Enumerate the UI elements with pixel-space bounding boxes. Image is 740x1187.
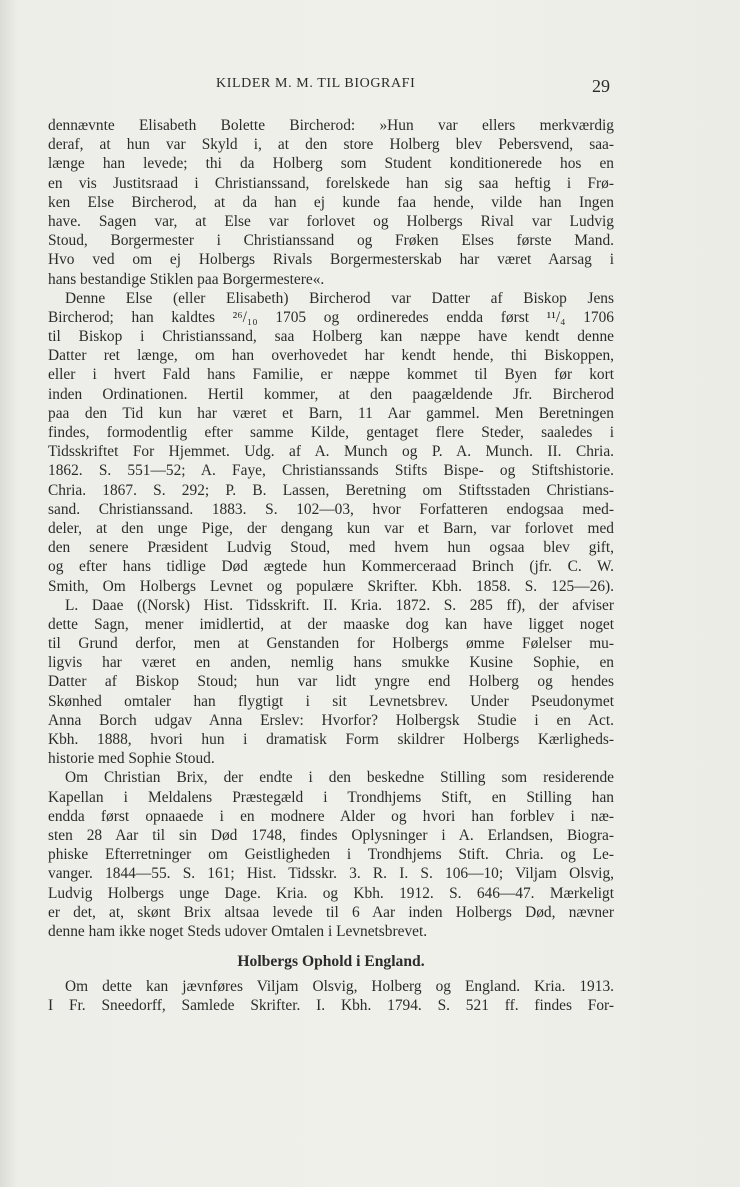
- text-line: Datter af Biskop Stoud; hun var lidt yngre end Holberg og hendes: [48, 673, 614, 691]
- text-line: dennævnte Elisabeth Bolette Bircherod: »Hun var ellers merkværdig: [48, 117, 614, 134]
- text-line: paa den Tid kun har været et Barn, 11 Aar gammel. Men Beretningen: [48, 404, 614, 422]
- text-line: Denne Else (eller Elisabeth) Bircherod var Datter af Biskop Jens: [65, 289, 614, 307]
- text-line: Bircherod; han kaldtes ²⁶/₁₀ 1705 og ordineredes endda først ¹¹/₄ 1706: [48, 308, 614, 326]
- text-line: Skønhed omtaler han flygtigt i sit Levnetsbrev. Under Pseudonymet: [48, 692, 614, 710]
- text-line: Om dette kan jævnføres Viljam Olsvig, Holberg og England. Kria. 1913.: [65, 978, 614, 996]
- text-line: længe han levede; thi da Holberg som Student konditionerede hos en: [48, 155, 614, 173]
- text-line: 1862. S. 551—52; A. Faye, Christianssands Stifts Bispe- og Stiftshistorie.: [48, 462, 614, 480]
- text-line: Chria. 1867. S. 292; P. B. Lassen, Beretning om Stiftsstaden Christians-: [48, 481, 614, 499]
- text-line: Anna Borch udgav Anna Erslev: Hvorfor? Holbergsk Studie i en Act.: [48, 711, 614, 729]
- text-line: historie med Sophie Stoud.: [48, 750, 215, 768]
- text-line: findes, formodentlig efter samme Kilde, gentaget flere Steder, saaledes i: [48, 424, 614, 441]
- text-line: Kbh. 1888, hvori hun i dramatisk Form skildrer Holbergs Kærligheds-: [48, 731, 614, 748]
- text-line: dette Sagn, mener imidlertid, at der maaske dog kan have ligget noget: [48, 615, 614, 633]
- text-line: eller i hvert Fald hans Familie, er næppe kommet til Byen før kort: [48, 366, 614, 384]
- text-line: Datter ret længe, om han overhovedet har kendt hende, thi Biskoppen,: [48, 347, 614, 365]
- section-heading: Holbergs Ophold i England.: [237, 953, 425, 971]
- text-line: en vis Justitsraad i Christianssand, forelskede han sig saa heftig i Frø-: [48, 174, 614, 192]
- paragraph-1: [48, 116, 614, 289]
- text-line: I Fr. Sneedorff, Samlede Skrifter. I. Kbh. 1794. S. 521 ff. findes For-: [48, 997, 614, 1015]
- text-line: deraf, at hun var Skyld i, at den store Holberg blev Pebersvend, saa-: [48, 136, 614, 154]
- text-line: hans bestandige Stiklen paa Borgermestere«.: [48, 270, 325, 288]
- text-line: endda først opnaaede i en modnere Alder og hvori han forblev i næ-: [48, 807, 614, 825]
- text-line: til Grund derfor, men at Genstanden for Holbergs ømme Følelser mu-: [48, 635, 614, 653]
- text-line: er det, at, skønt Brix altsaa levede til 6 Aar inden Holbergs Død, nævner: [48, 903, 614, 921]
- text-line: vanger. 1844—55. S. 161; Hist. Tidsskr. 3. R. I. S. 106—10; Viljam Olsvig,: [48, 865, 614, 883]
- text-line: Om Christian Brix, der endte i den beskedne Stilling som residerende: [65, 769, 614, 787]
- text-line: Stoud, Borgermester i Christianssand og Frøken Elses første Mand.: [48, 232, 614, 250]
- text-line: Tidsskriftet For Hjemmet. Udg. af A. Munch og P. A. Munch. II. Chria.: [48, 443, 614, 461]
- text-line: Smith, Om Holbergs Levnet og populære Skrifter. Kbh. 1858. S. 125—26).: [48, 577, 614, 595]
- text-line: den senere Præsident Ludvig Stoud, med hvem hun ogsaa blev gift,: [48, 539, 614, 557]
- text-line: Kapellan i Meldalens Præstegæld i Trondhjems Stift, en Stilling han: [48, 788, 614, 806]
- body-text: [48, 116, 614, 1016]
- text-line: have. Sagen var, at Else var forlovet og Holbergs Rival var Ludvig: [48, 212, 614, 230]
- text-line: og efter hans tidlige Død ægtede hun Kommerceraad Brinch (jfr. C. W.: [48, 558, 614, 576]
- text-line: til Biskop i Christianssand, saa Holberg kan næppe have kendt denne: [48, 328, 614, 346]
- text-line: inden Ordinationen. Hertil kommer, at den paagældende Jfr. Bircherod: [48, 385, 614, 403]
- running-head: KILDER M. M. TIL BIOGRAFI: [216, 76, 416, 91]
- text-line: ken Else Bircherod, at da han ej kunde faa hende, vilde han Ingen: [48, 193, 614, 211]
- text-line: sand. Christianssand. 1883. S. 102—03, hvor Forfatteren endogsaa med-: [48, 500, 614, 518]
- text-line: Ludvig Holbergs unge Dage. Kria. og Kbh. 1912. S. 646—47. Mærkeligt: [48, 884, 614, 902]
- page-number: 29: [592, 76, 610, 96]
- paragraph-3: [48, 768, 614, 941]
- text-line: sten 28 Aar til sin Død 1748, findes Oplysninger i A. Erlandsen, Biogra-: [48, 826, 614, 844]
- text-line: phiske Efterretninger om Geistligheden i Trondhjems Stift. Chria. og Le-: [48, 846, 614, 864]
- text-line: L. Daae ((Norsk) Hist. Tidsskrift. II. Kria. 1872. S. 285 ff), der afviser: [65, 596, 614, 614]
- text-line: deler, at den unge Pige, der dengang kun var et Barn, var forlovet med: [48, 519, 614, 537]
- section-paragraph: [48, 977, 614, 1015]
- text-line: denne ham ikke noget Steds udover Omtalen i Levnetsbrevet.: [48, 922, 428, 940]
- paragraph-2: [48, 289, 614, 769]
- text-line: Hvo ved om ej Holbergs Rivals Borgermesterskab har været Aarsag i: [48, 251, 614, 269]
- text-line: ligvis har været en anden, nemlig hans smukke Kusine Sophie, en: [48, 654, 614, 672]
